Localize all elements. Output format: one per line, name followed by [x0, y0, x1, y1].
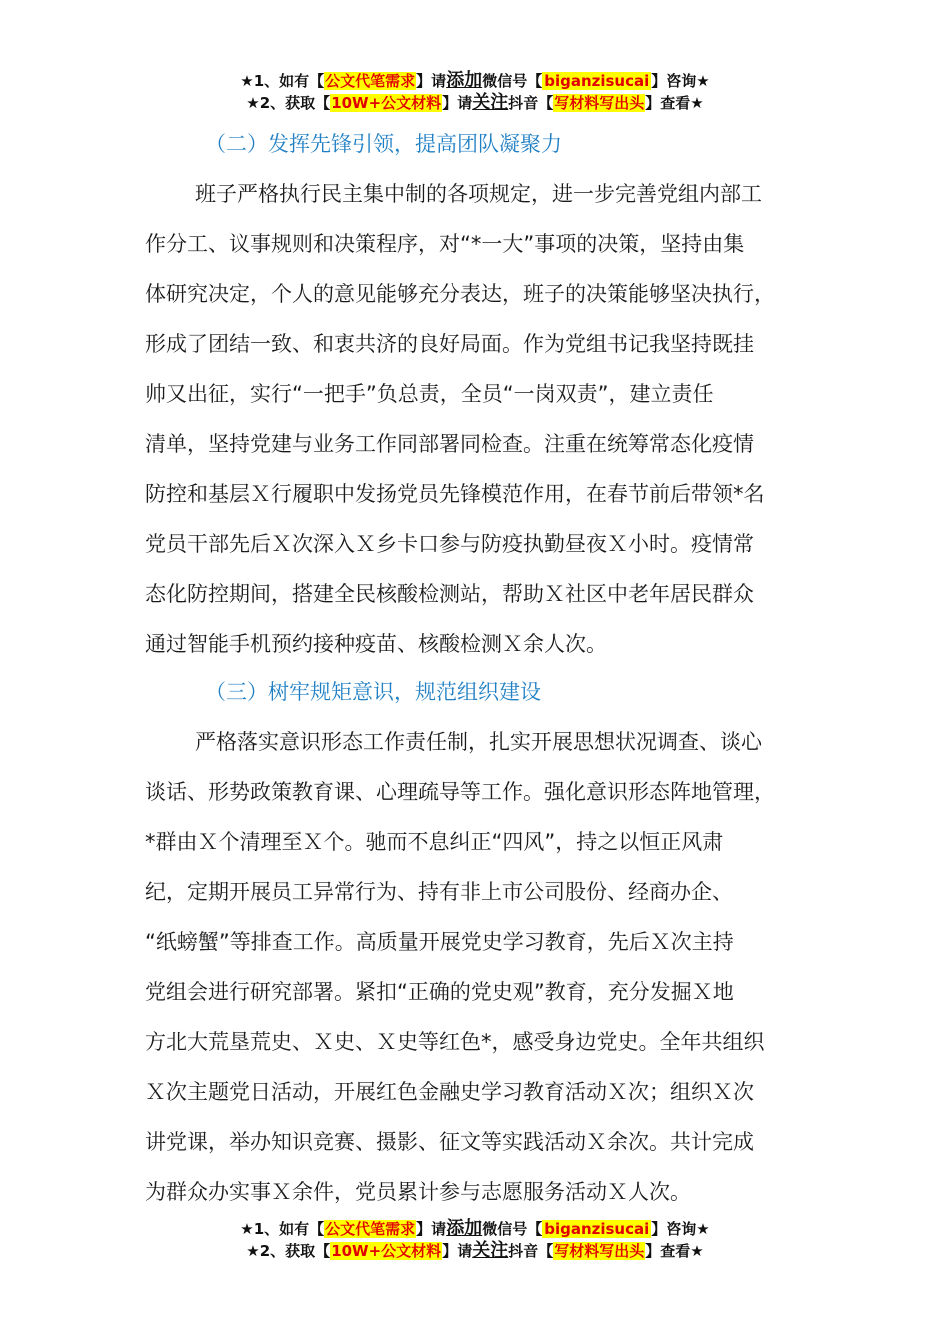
- bottom-banner: [0, 1218, 950, 1262]
- highlight-service: 公文代笔需求: [325, 72, 416, 90]
- top-banner: [0, 70, 950, 114]
- paragraph-line: 方北大荒垦荒史、Ｘ史、Ｘ史等红色*，感受身边党史。全年共组织: [145, 1030, 765, 1054]
- paragraph-line: 帅又出征，实行“一把手”负总责，全员“一岗双责”，建立责任: [145, 382, 714, 406]
- paragraph-line: 为群众办实事Ｘ余件，党员累计参与志愿服务活动Ｘ人次。: [145, 1180, 691, 1204]
- section-3-paragraph: [145, 717, 810, 1217]
- highlight-service: 公文代笔需求: [325, 1220, 416, 1238]
- paragraph-line: 作分工、议事规则和决策程序，对“*一大”事项的决策，坚持由集: [145, 232, 745, 256]
- section-3-heading: （三）树牢规矩意识，规范组织建设: [205, 680, 541, 704]
- highlight-douyin: 写材料写出头: [554, 1242, 645, 1260]
- paragraph-line: 通过智能手机预约接种疫苗、核酸检测Ｘ余人次。: [145, 632, 607, 656]
- paragraph-line: *群由Ｘ个清理至Ｘ个。驰而不息纠正“四风”，持之以恒正风肃: [145, 830, 724, 854]
- banner-line-2: ★2、获取【10W+公文材料】请关注抖音【写材料写出头】查看★: [246, 1240, 704, 1261]
- paragraph-line: 党员干部先后Ｘ次深入Ｘ乡卡口参与防疫执勤昼夜Ｘ小时。疫情常: [145, 532, 754, 556]
- paragraph-line: 防控和基层Ｘ行履职中发扬党员先锋模范作用，在春节前后带领*名: [145, 482, 765, 506]
- banner-line-1: ★1、如有【公文代笔需求】请添加微信号【 biganzisucai 】咨询★: [240, 70, 710, 91]
- section-2-paragraph: [145, 169, 810, 669]
- paragraph-line: 清单，坚持党建与业务工作同部署同检查。注重在统筹常态化疫情: [145, 432, 754, 456]
- paragraph-line: Ｘ次主题党日活动，开展红色金融史学习教育活动Ｘ次；组织Ｘ次: [145, 1080, 754, 1104]
- paragraph-line: 谈话、形势政策教育课、心理疏导等工作。强化意识形态阵地管理，: [145, 780, 775, 804]
- highlight-materials: 10W+公文材料: [331, 94, 442, 112]
- paragraph-line: 党组会进行研究部署。紧扣“正确的党史观”教育，充分发掘Ｘ地: [145, 980, 734, 1004]
- paragraph-line: 纪，定期开展员工异常行为、持有非上市公司股份、经商办企、: [145, 880, 733, 904]
- paragraph-line: 严格落实意识形态工作责任制，扎实开展思想状况调查、谈心: [195, 730, 762, 754]
- section-2-heading: （二）发挥先锋引领，提高团队凝聚力: [205, 132, 562, 156]
- paragraph-line: 体研究决定，个人的意见能够充分表达，班子的决策能够坚决执行，: [145, 282, 775, 306]
- paragraph-line: 讲党课，举办知识竞赛、摄影、征文等实践活动Ｘ余次。共计完成: [145, 1130, 754, 1154]
- paragraph-line: 态化防控期间，搭建全民核酸检测站，帮助Ｘ社区中老年居民群众: [145, 582, 754, 606]
- paragraph-line: 形成了团结一致、和衷共济的良好局面。作为党组书记我坚持既挂: [145, 332, 754, 356]
- banner-line-1: ★1、如有【公文代笔需求】请添加微信号【 biganzisucai 】咨询★: [240, 1218, 710, 1239]
- wechat-id: biganzisucai: [544, 1220, 650, 1238]
- paragraph-line: 班子严格执行民主集中制的各项规定，进一步完善党组内部工: [195, 182, 762, 206]
- wechat-id: biganzisucai: [544, 72, 650, 90]
- banner-line-2: ★2、获取【10W+公文材料】请关注抖音【写材料写出头】查看★: [246, 92, 704, 113]
- highlight-materials: 10W+公文材料: [331, 1242, 442, 1260]
- highlight-douyin: 写材料写出头: [554, 94, 645, 112]
- paragraph-line: “纸螃蟹”等排查工作。高质量开展党史学习教育，先后Ｘ次主持: [145, 930, 734, 954]
